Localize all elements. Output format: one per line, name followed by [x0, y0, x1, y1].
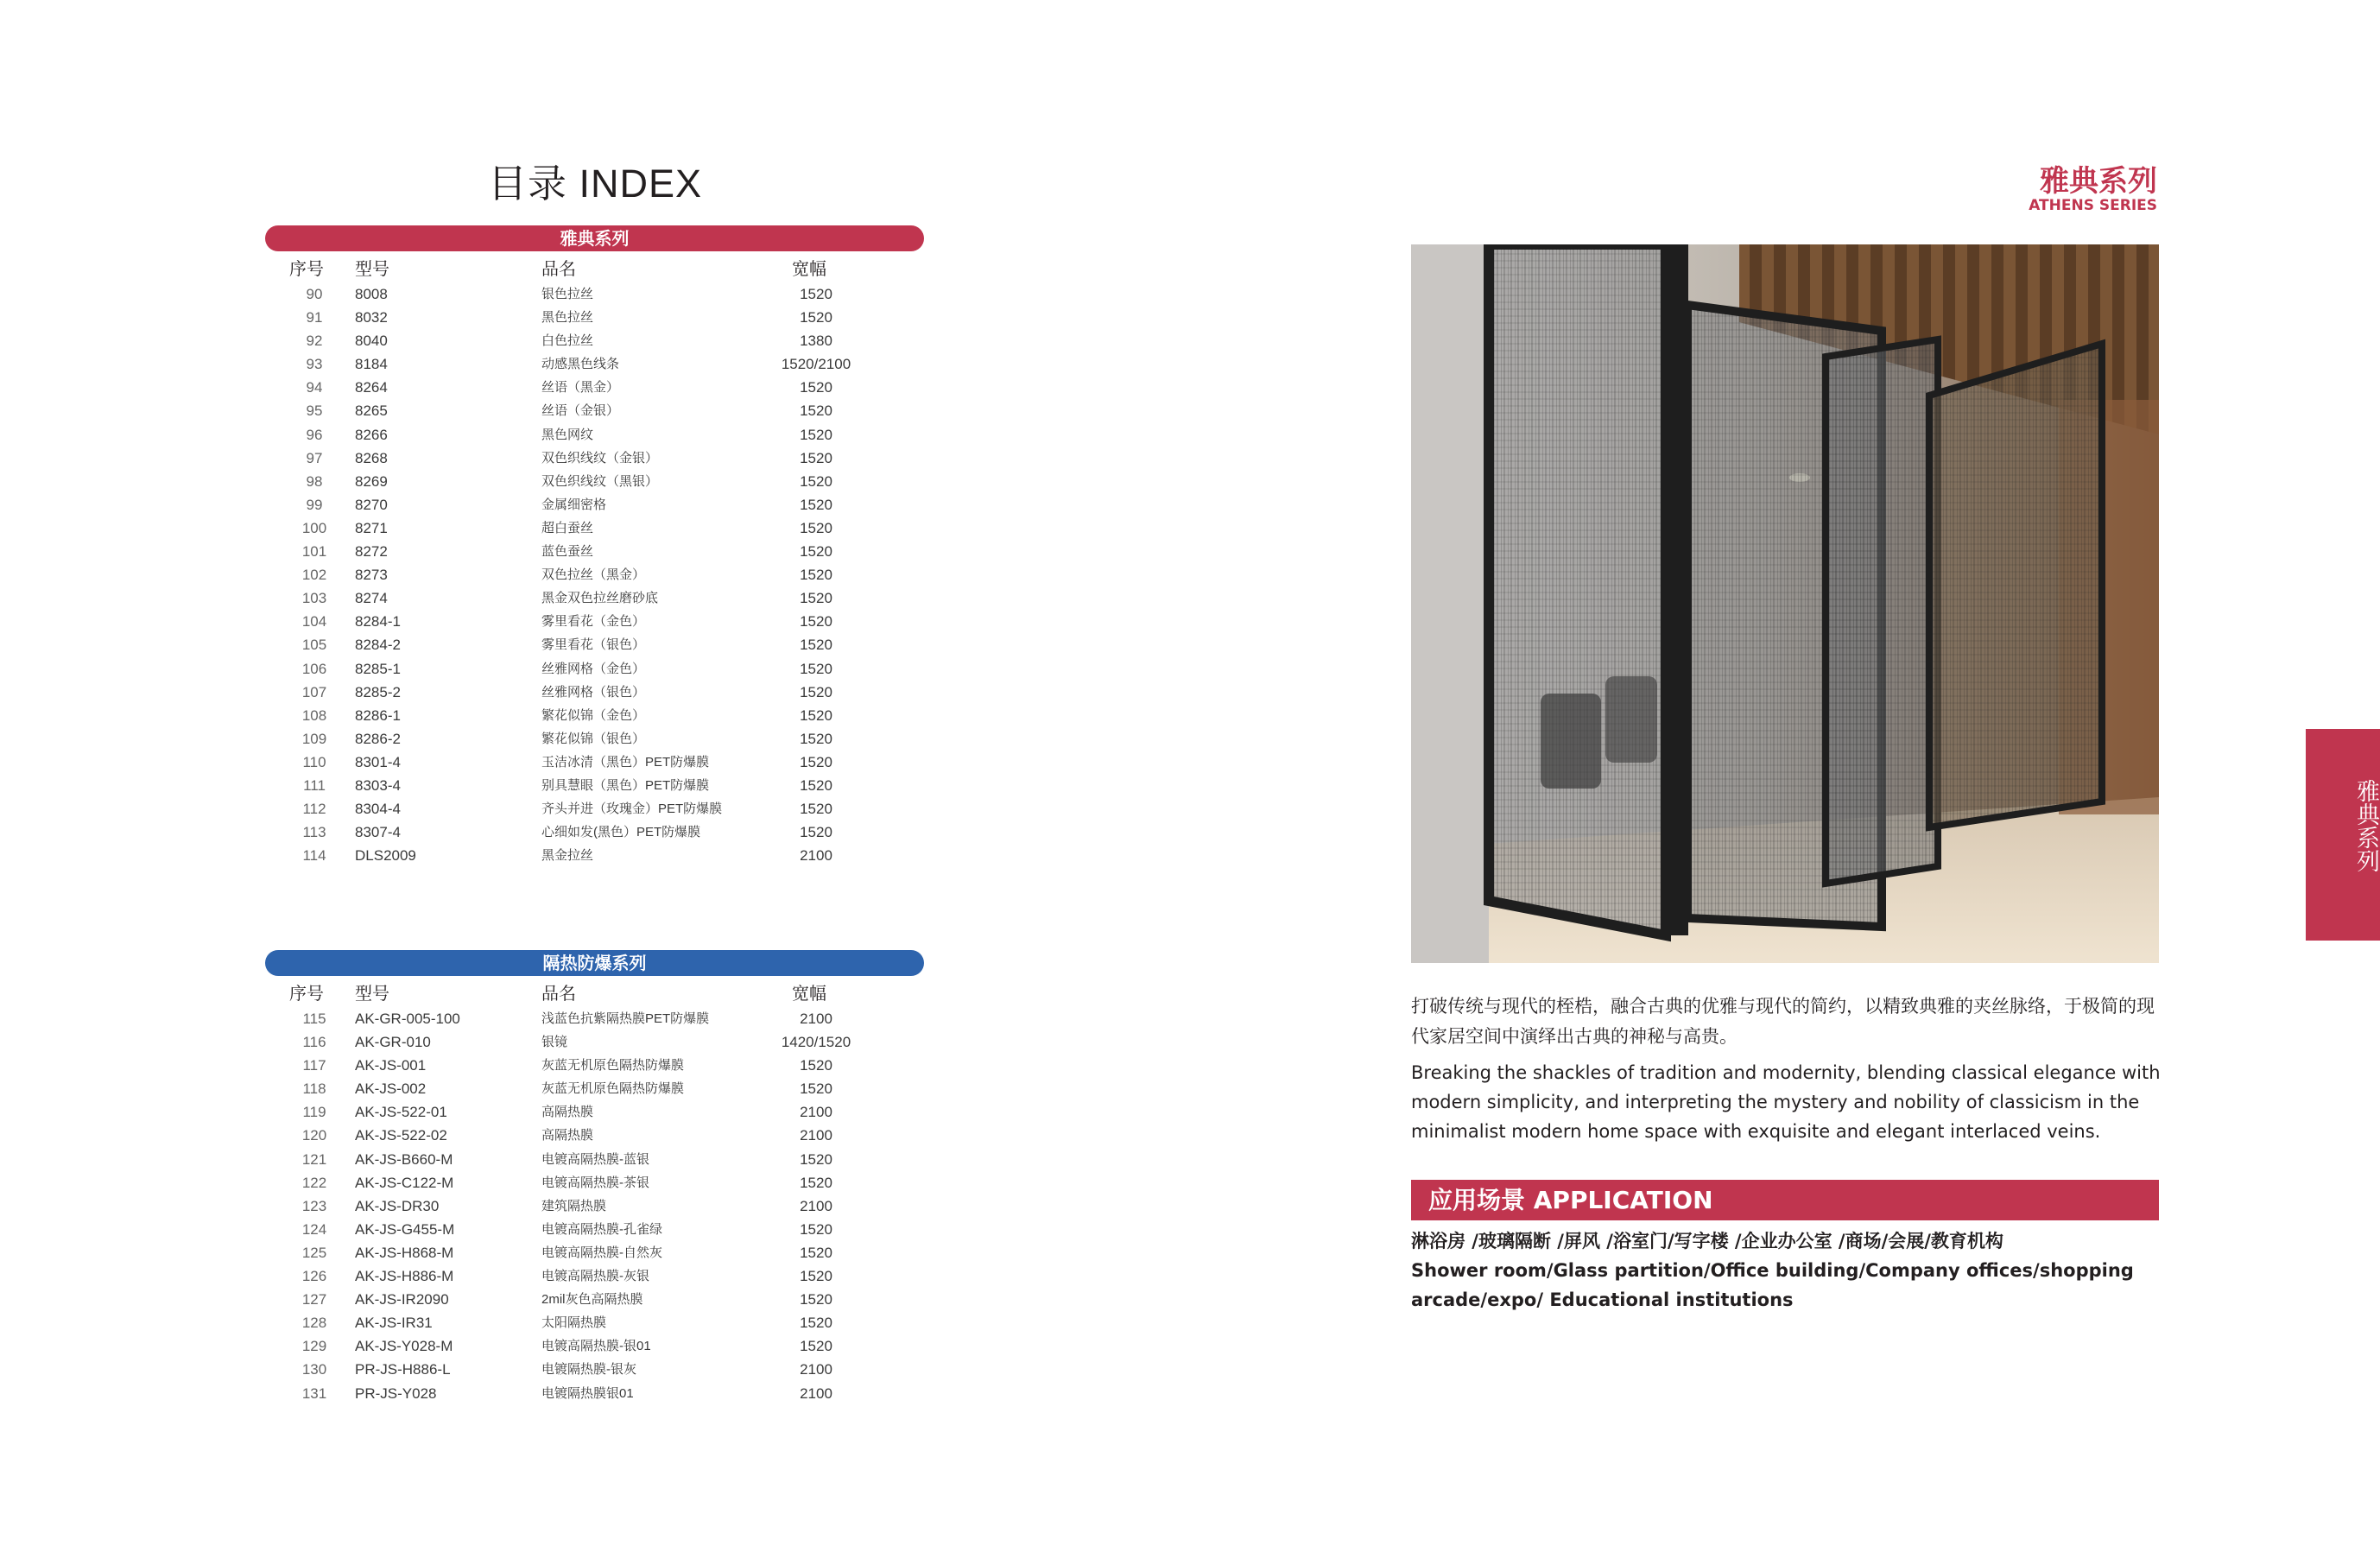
row-width: 1520	[800, 1244, 832, 1261]
column-header-no: 序号	[289, 985, 324, 1004]
column-header-model: 型号	[355, 985, 389, 1004]
row-model: 8286-1	[355, 706, 401, 724]
series-title-en: ATHENS SERIES	[2029, 197, 2157, 214]
row-model: 8285-1	[355, 660, 401, 677]
row-model: 8303-4	[355, 776, 401, 794]
row-name: 黑金双色拉丝磨砂底	[541, 591, 659, 606]
description-zh: 打破传统与现代的桎梏，融合古典的优雅与现代的简约，以精致典雅的夹丝脉络，于极简的现代家居空间中演绎出古典的神秘与高贵。	[1411, 996, 2155, 1047]
row-width: 1520	[800, 1291, 832, 1308]
row-number: 116	[302, 1034, 326, 1051]
row-number: 102	[301, 567, 327, 584]
row-name: 黑金拉丝	[541, 848, 594, 864]
row-number: 119	[302, 1104, 326, 1121]
row-number: 104	[301, 613, 327, 630]
row-number: 114	[302, 847, 326, 865]
table-row	[265, 1054, 924, 1077]
table-row	[265, 774, 924, 797]
row-width: 1520	[800, 801, 832, 818]
row-width: 2100	[800, 1011, 832, 1027]
table-row	[265, 1030, 924, 1054]
row-model: AK-JS-DR30	[355, 1197, 440, 1214]
row-width: 2100	[800, 1197, 832, 1214]
row-name: 繁花似锦（银色）	[541, 731, 646, 746]
row-model: AK-JS-G455-M	[355, 1220, 455, 1238]
row-number: 131	[301, 1384, 327, 1402]
description-en: Breaking the shackles of tradition and modernity, blending classical elegance with modern simplicity, and interpreting the mystery and nobility of classicism in the minimalist modern home space with exquisite and elegant interlaced veins.	[1411, 1062, 2161, 1142]
row-width: 1380	[800, 333, 832, 350]
application-bar	[1411, 1180, 2159, 1220]
row-name: 建筑隔热膜	[541, 1198, 607, 1213]
row-model: AK-JS-Y028-M	[355, 1338, 453, 1355]
row-name: 灰蓝无机原色隔热防爆膜	[541, 1081, 685, 1097]
table-row	[265, 470, 924, 493]
row-number: 123	[301, 1197, 327, 1214]
table-row	[265, 844, 924, 867]
row-name: 高隔热膜	[541, 1105, 594, 1120]
table-row	[265, 1124, 924, 1147]
table-row	[265, 329, 924, 352]
table-row	[265, 727, 924, 751]
row-width: 2100	[800, 1104, 832, 1121]
row-model: AK-JS-001	[355, 1057, 427, 1074]
row-number: 127	[301, 1291, 327, 1308]
column-header-width: 宽幅	[792, 985, 826, 1004]
row-name: 灰蓝无机原色隔热防爆膜	[541, 1058, 685, 1074]
row-width: 1520	[800, 683, 832, 700]
row-model: 8284-1	[355, 613, 401, 630]
row-model: 8273	[355, 567, 388, 584]
row-name: 黑色网纹	[541, 427, 594, 442]
row-name: 别具慧眼（黑色）PET防爆膜	[541, 777, 710, 793]
row-model: 8274	[355, 590, 388, 607]
row-model: AK-JS-522-01	[355, 1104, 447, 1121]
row-model: 8268	[355, 449, 388, 466]
row-number: 109	[301, 730, 327, 747]
row-width: 1420/1520	[781, 1034, 851, 1051]
table-row	[265, 821, 924, 844]
table-row	[265, 633, 924, 656]
row-model: 8285-2	[355, 683, 401, 700]
table-row	[265, 423, 924, 447]
row-width: 1520	[800, 379, 832, 396]
row-width: 1520	[800, 706, 832, 724]
row-width: 1520	[800, 426, 832, 443]
row-number: 117	[302, 1057, 326, 1074]
row-name: 浅蓝色抗紫隔热膜PET防爆膜	[541, 1011, 710, 1026]
table-row	[265, 681, 924, 704]
row-width: 1520	[800, 472, 832, 490]
insulation-series-band: 隔热防爆系列	[265, 950, 924, 976]
row-number: 98	[306, 472, 323, 490]
row-number: 130	[301, 1361, 327, 1378]
table-row	[265, 1288, 924, 1311]
row-model: 8307-4	[355, 824, 401, 841]
row-width: 1520	[800, 519, 832, 536]
row-number: 94	[306, 379, 323, 396]
row-number: 121	[301, 1150, 327, 1168]
table-row	[265, 586, 924, 610]
row-number: 95	[306, 402, 323, 420]
row-number: 125	[301, 1244, 327, 1261]
row-number: 129	[301, 1338, 327, 1355]
row-name: 丝雅网格（金色）	[541, 661, 646, 676]
column-header-no: 序号	[289, 260, 324, 279]
row-name: 齐头并进（玫瑰金）PET防爆膜	[541, 802, 723, 817]
table-header	[265, 257, 924, 282]
row-model: 8284-2	[355, 637, 401, 654]
column-header-name: 品名	[541, 260, 576, 279]
row-name: 心细如发(黑色）PET防爆膜	[541, 825, 701, 840]
row-name: 太阳隔热膜	[541, 1315, 607, 1331]
row-width: 1520	[800, 402, 832, 420]
row-name: 玉洁冰清（黑色）PET防爆膜	[541, 754, 710, 770]
row-model: AK-JS-C122-M	[355, 1174, 454, 1191]
column-header-model: 型号	[355, 260, 389, 279]
column-header-width: 宽幅	[792, 260, 826, 279]
row-width: 1520	[800, 660, 832, 677]
insulation-index-table	[265, 981, 924, 1405]
row-model: 8271	[355, 519, 388, 536]
row-number: 124	[301, 1220, 327, 1238]
row-number: 108	[301, 706, 327, 724]
row-model: 8269	[355, 472, 388, 490]
row-model: AK-JS-522-02	[355, 1127, 447, 1144]
row-model: 8008	[355, 286, 388, 302]
row-width: 2100	[800, 1127, 832, 1144]
row-name: 2mil灰色高隔热膜	[541, 1292, 643, 1308]
row-number: 96	[306, 426, 323, 443]
glass-partition-illustration	[1411, 244, 2159, 963]
row-name: 黑色拉丝	[541, 310, 594, 326]
column-header-name: 品名	[541, 985, 576, 1004]
row-number: 93	[306, 356, 323, 373]
row-width: 1520	[800, 1080, 832, 1098]
row-model: 8266	[355, 426, 388, 443]
row-width: 2100	[800, 847, 832, 865]
row-name: 动感黑色线条	[541, 357, 620, 372]
row-width: 1520	[800, 1220, 832, 1238]
series-title-zh: 雅典系列	[2040, 164, 2157, 199]
row-model: 8272	[355, 543, 388, 561]
row-name: 白色拉丝	[541, 333, 594, 349]
row-number: 103	[301, 590, 327, 607]
row-model: AK-JS-IR31	[355, 1315, 433, 1332]
row-name: 丝雅网格（银色）	[541, 684, 646, 700]
row-name: 电镀高隔热膜-灰银	[541, 1269, 649, 1284]
application-list-zh: 淋浴房 /玻璃隔断 /屏风 /浴室门/写字楼 /企业办公室 /商场/会展/教育机构	[1411, 1231, 2003, 1251]
table-row	[265, 1311, 924, 1334]
table-row	[265, 399, 924, 422]
table-row	[265, 563, 924, 586]
row-width: 1520/2100	[781, 356, 851, 373]
row-width: 1520	[800, 1174, 832, 1191]
row-width: 1520	[800, 637, 832, 654]
table-row	[265, 1171, 924, 1194]
row-number: 107	[301, 683, 327, 700]
row-name: 丝语（黑金）	[541, 380, 620, 396]
row-name: 超白蚕丝	[541, 520, 594, 535]
table-row	[265, 447, 924, 470]
row-name: 雾里看花（金色）	[541, 614, 646, 630]
row-name: 金属细密格	[541, 497, 607, 512]
table-row	[265, 1241, 924, 1264]
row-number: 111	[303, 776, 326, 794]
row-width: 2100	[800, 1361, 832, 1378]
table-row	[265, 657, 924, 681]
row-number: 105	[301, 637, 327, 654]
row-model: AK-JS-002	[355, 1080, 427, 1098]
row-width: 1520	[800, 824, 832, 841]
row-name: 雾里看花（银色）	[541, 637, 646, 653]
table-row	[265, 516, 924, 540]
row-width: 1520	[800, 1268, 832, 1285]
row-name: 双色织线纹（黑银）	[541, 473, 659, 489]
row-name: 电镀高隔热膜-茶银	[541, 1175, 649, 1190]
row-width: 1520	[800, 730, 832, 747]
table-row	[265, 797, 924, 821]
table-row	[265, 1194, 924, 1218]
row-width: 1520	[800, 309, 832, 326]
row-model: PR-JS-Y028	[355, 1384, 437, 1402]
row-width: 1520	[800, 567, 832, 584]
product-photo	[1411, 244, 2159, 963]
row-number: 113	[302, 824, 326, 841]
table-header	[265, 981, 924, 1007]
row-number: 115	[302, 1011, 326, 1027]
row-model: 8286-2	[355, 730, 401, 747]
row-width: 1520	[800, 776, 832, 794]
application-list-en: Shower room/Glass partition/Office building/Company offices/shopping arcade/expo/ Educational institutions	[1411, 1260, 2134, 1310]
row-model: DLS2009	[355, 847, 416, 865]
row-number: 92	[306, 333, 323, 350]
table-row	[265, 376, 924, 399]
row-name: 电镀高隔热膜-自然灰	[541, 1245, 662, 1260]
table-row	[265, 1264, 924, 1288]
row-number: 122	[301, 1174, 327, 1191]
table-row	[265, 1100, 924, 1124]
row-name: 电镀高隔热膜-蓝银	[541, 1151, 649, 1167]
row-number: 110	[302, 753, 326, 770]
row-name: 电镀高隔热膜-孔雀绿	[541, 1221, 662, 1237]
row-name: 银色拉丝	[541, 287, 594, 301]
table-row	[265, 1007, 924, 1030]
row-name: 丝语（金银）	[541, 403, 620, 419]
row-width: 1520	[800, 449, 832, 466]
table-row	[265, 352, 924, 376]
row-number: 112	[302, 801, 326, 818]
table-row	[265, 704, 924, 727]
table-row	[265, 610, 924, 633]
row-model: AK-GR-010	[355, 1034, 431, 1051]
row-number: 120	[301, 1127, 327, 1144]
row-number: 97	[306, 449, 323, 466]
row-model: 8264	[355, 379, 388, 396]
row-name: 电镀高隔热膜-银01	[541, 1339, 651, 1354]
application-title: 应用场景 APPLICATION	[1428, 1186, 1713, 1214]
row-width: 1520	[800, 1338, 832, 1355]
row-number: 99	[306, 496, 323, 513]
row-model: AK-JS-H886-M	[355, 1268, 454, 1285]
series-side-tab-label: 雅典系列	[2352, 779, 2379, 872]
row-model: PR-JS-H886-L	[355, 1361, 451, 1378]
row-model: 8265	[355, 402, 388, 420]
row-name: 双色织线纹（金银）	[541, 450, 659, 466]
row-width: 1520	[800, 1315, 832, 1332]
row-width: 2100	[800, 1384, 832, 1402]
row-width: 1520	[800, 543, 832, 561]
row-model: AK-JS-IR2090	[355, 1291, 449, 1308]
row-model: 8301-4	[355, 753, 401, 770]
row-width: 1520	[800, 590, 832, 607]
row-model: 8040	[355, 333, 388, 350]
table-row	[265, 1382, 924, 1405]
row-model: AK-JS-H868-M	[355, 1244, 454, 1261]
row-width: 1520	[800, 1057, 832, 1074]
row-name: 双色拉丝（黑金）	[541, 567, 646, 583]
row-number: 90	[306, 286, 323, 302]
row-name: 繁花似锦（金色）	[541, 707, 646, 723]
row-model: 8270	[355, 496, 388, 513]
table-row	[265, 282, 924, 306]
row-width: 1520	[800, 496, 832, 513]
table-row	[265, 1334, 924, 1358]
row-model: AK-JS-B660-M	[355, 1150, 453, 1168]
table-row	[265, 540, 924, 563]
athens-index-table	[265, 257, 924, 867]
table-row	[265, 306, 924, 329]
row-name: 蓝色蚕丝	[541, 544, 594, 560]
row-name: 电镀隔热膜银01	[541, 1385, 634, 1401]
row-name: 银镜	[541, 1035, 568, 1050]
index-title: 目录 INDEX	[488, 162, 703, 206]
row-name: 高隔热膜	[541, 1128, 594, 1144]
table-row	[265, 1358, 924, 1381]
row-width: 1520	[800, 1150, 832, 1168]
row-width: 1520	[800, 613, 832, 630]
row-number: 91	[306, 309, 323, 326]
row-model: 8032	[355, 309, 388, 326]
table-row	[265, 1077, 924, 1100]
row-width: 1520	[800, 286, 832, 302]
row-model: 8184	[355, 356, 388, 373]
table-row	[265, 751, 924, 774]
row-number: 100	[301, 519, 327, 536]
table-row	[265, 1218, 924, 1241]
row-number: 106	[301, 660, 327, 677]
row-number: 128	[301, 1315, 327, 1332]
row-number: 126	[301, 1268, 327, 1285]
row-model: 8304-4	[355, 801, 401, 818]
row-model: AK-GR-005-100	[355, 1011, 460, 1027]
series-side-tab	[2306, 729, 2380, 941]
row-number: 118	[302, 1080, 326, 1098]
athens-series-band: 雅典系列	[265, 225, 924, 251]
row-number: 101	[301, 543, 327, 561]
row-name: 电镀隔热膜-银灰	[541, 1362, 636, 1378]
table-row	[265, 493, 924, 516]
row-width: 1520	[800, 753, 832, 770]
table-row	[265, 1148, 924, 1171]
